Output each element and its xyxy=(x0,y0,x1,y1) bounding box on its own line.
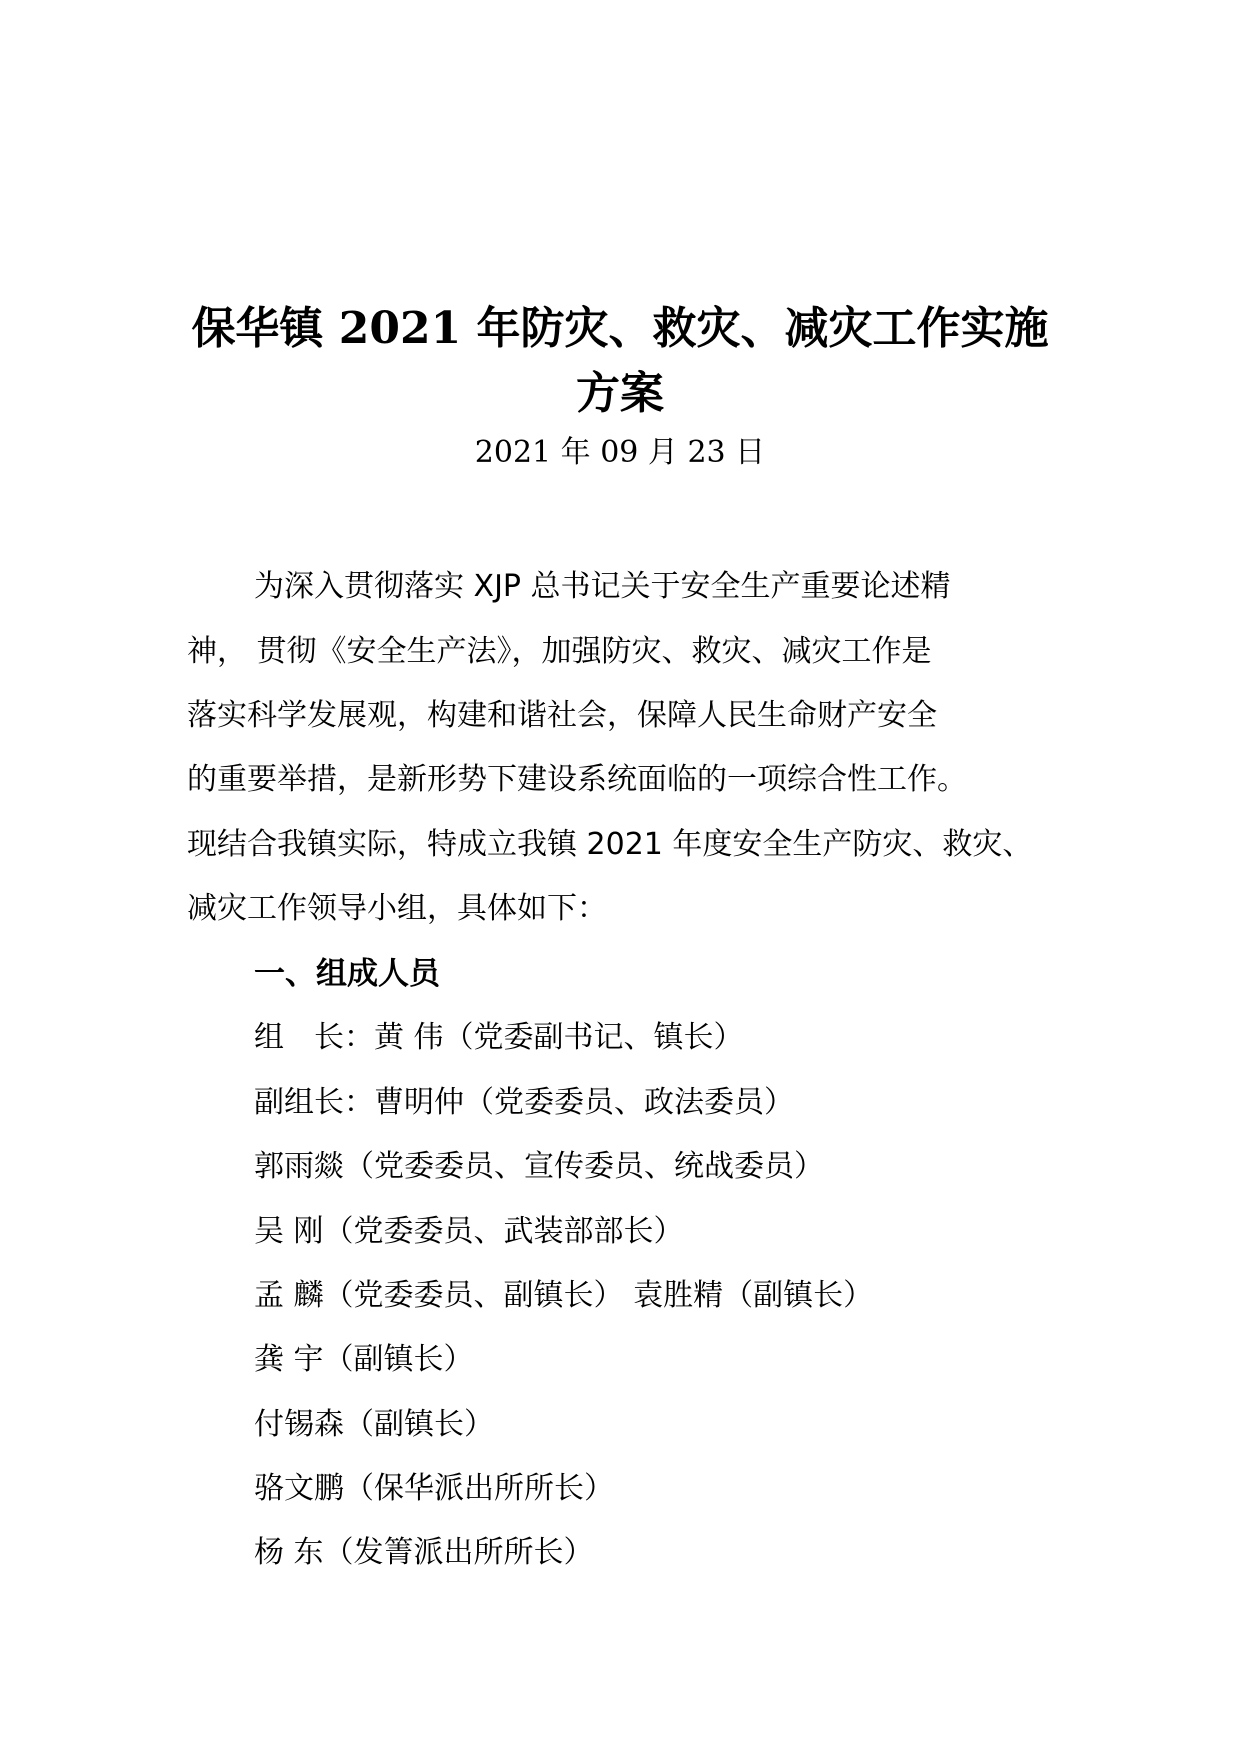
document-date: 2021 年 09 月 23 日 xyxy=(474,435,766,470)
member-line: 吴 刚（党委委员、武装部部长） xyxy=(254,1214,684,1249)
intro-line: 减灾工作领导小组，具体如下： xyxy=(187,891,607,926)
intro-line: 落实科学发展观，构建和谐社会，保障人民生命财产安全 xyxy=(187,698,937,733)
member-line: 组 长：黄 伟（党委副书记、镇长） xyxy=(254,1020,744,1055)
intro-line: 神， 贯彻《安全生产法》，加强防灾、救灾、减灾工作是 xyxy=(187,634,932,669)
member-line: 杨 东（发箐派出所所长） xyxy=(254,1535,594,1570)
document-title-line-1: 保华镇 2021 年防灾、救灾、减灾工作实施 xyxy=(191,303,1049,354)
member-line: 郭雨燚（党委委员、宣传委员、统战委员） xyxy=(254,1149,824,1184)
member-line: 龚 宇（副镇长） xyxy=(254,1342,474,1377)
intro-line: 现结合我镇实际，特成立我镇 2021 年度安全生产防灾、救灾、 xyxy=(187,827,1033,862)
intro-line: 为深入贯彻落实 XJP 总书记关于安全生产重要论述精 xyxy=(254,569,951,604)
member-line: 孟 麟（党委委员、副镇长） 袁胜精（副镇长） xyxy=(254,1278,874,1313)
member-line: 骆文鹏（保华派出所所长） xyxy=(254,1471,614,1506)
member-line: 副组长：曹明仲（党委委员、政法委员） xyxy=(254,1085,794,1120)
intro-line: 的重要举措，是新形势下建设系统面临的一项综合性工作。 xyxy=(187,762,967,797)
document-title-line-2: 方案 xyxy=(576,368,664,419)
member-line: 付锡森（副镇长） xyxy=(254,1407,494,1442)
section-heading: 一、组成人员 xyxy=(254,956,440,992)
